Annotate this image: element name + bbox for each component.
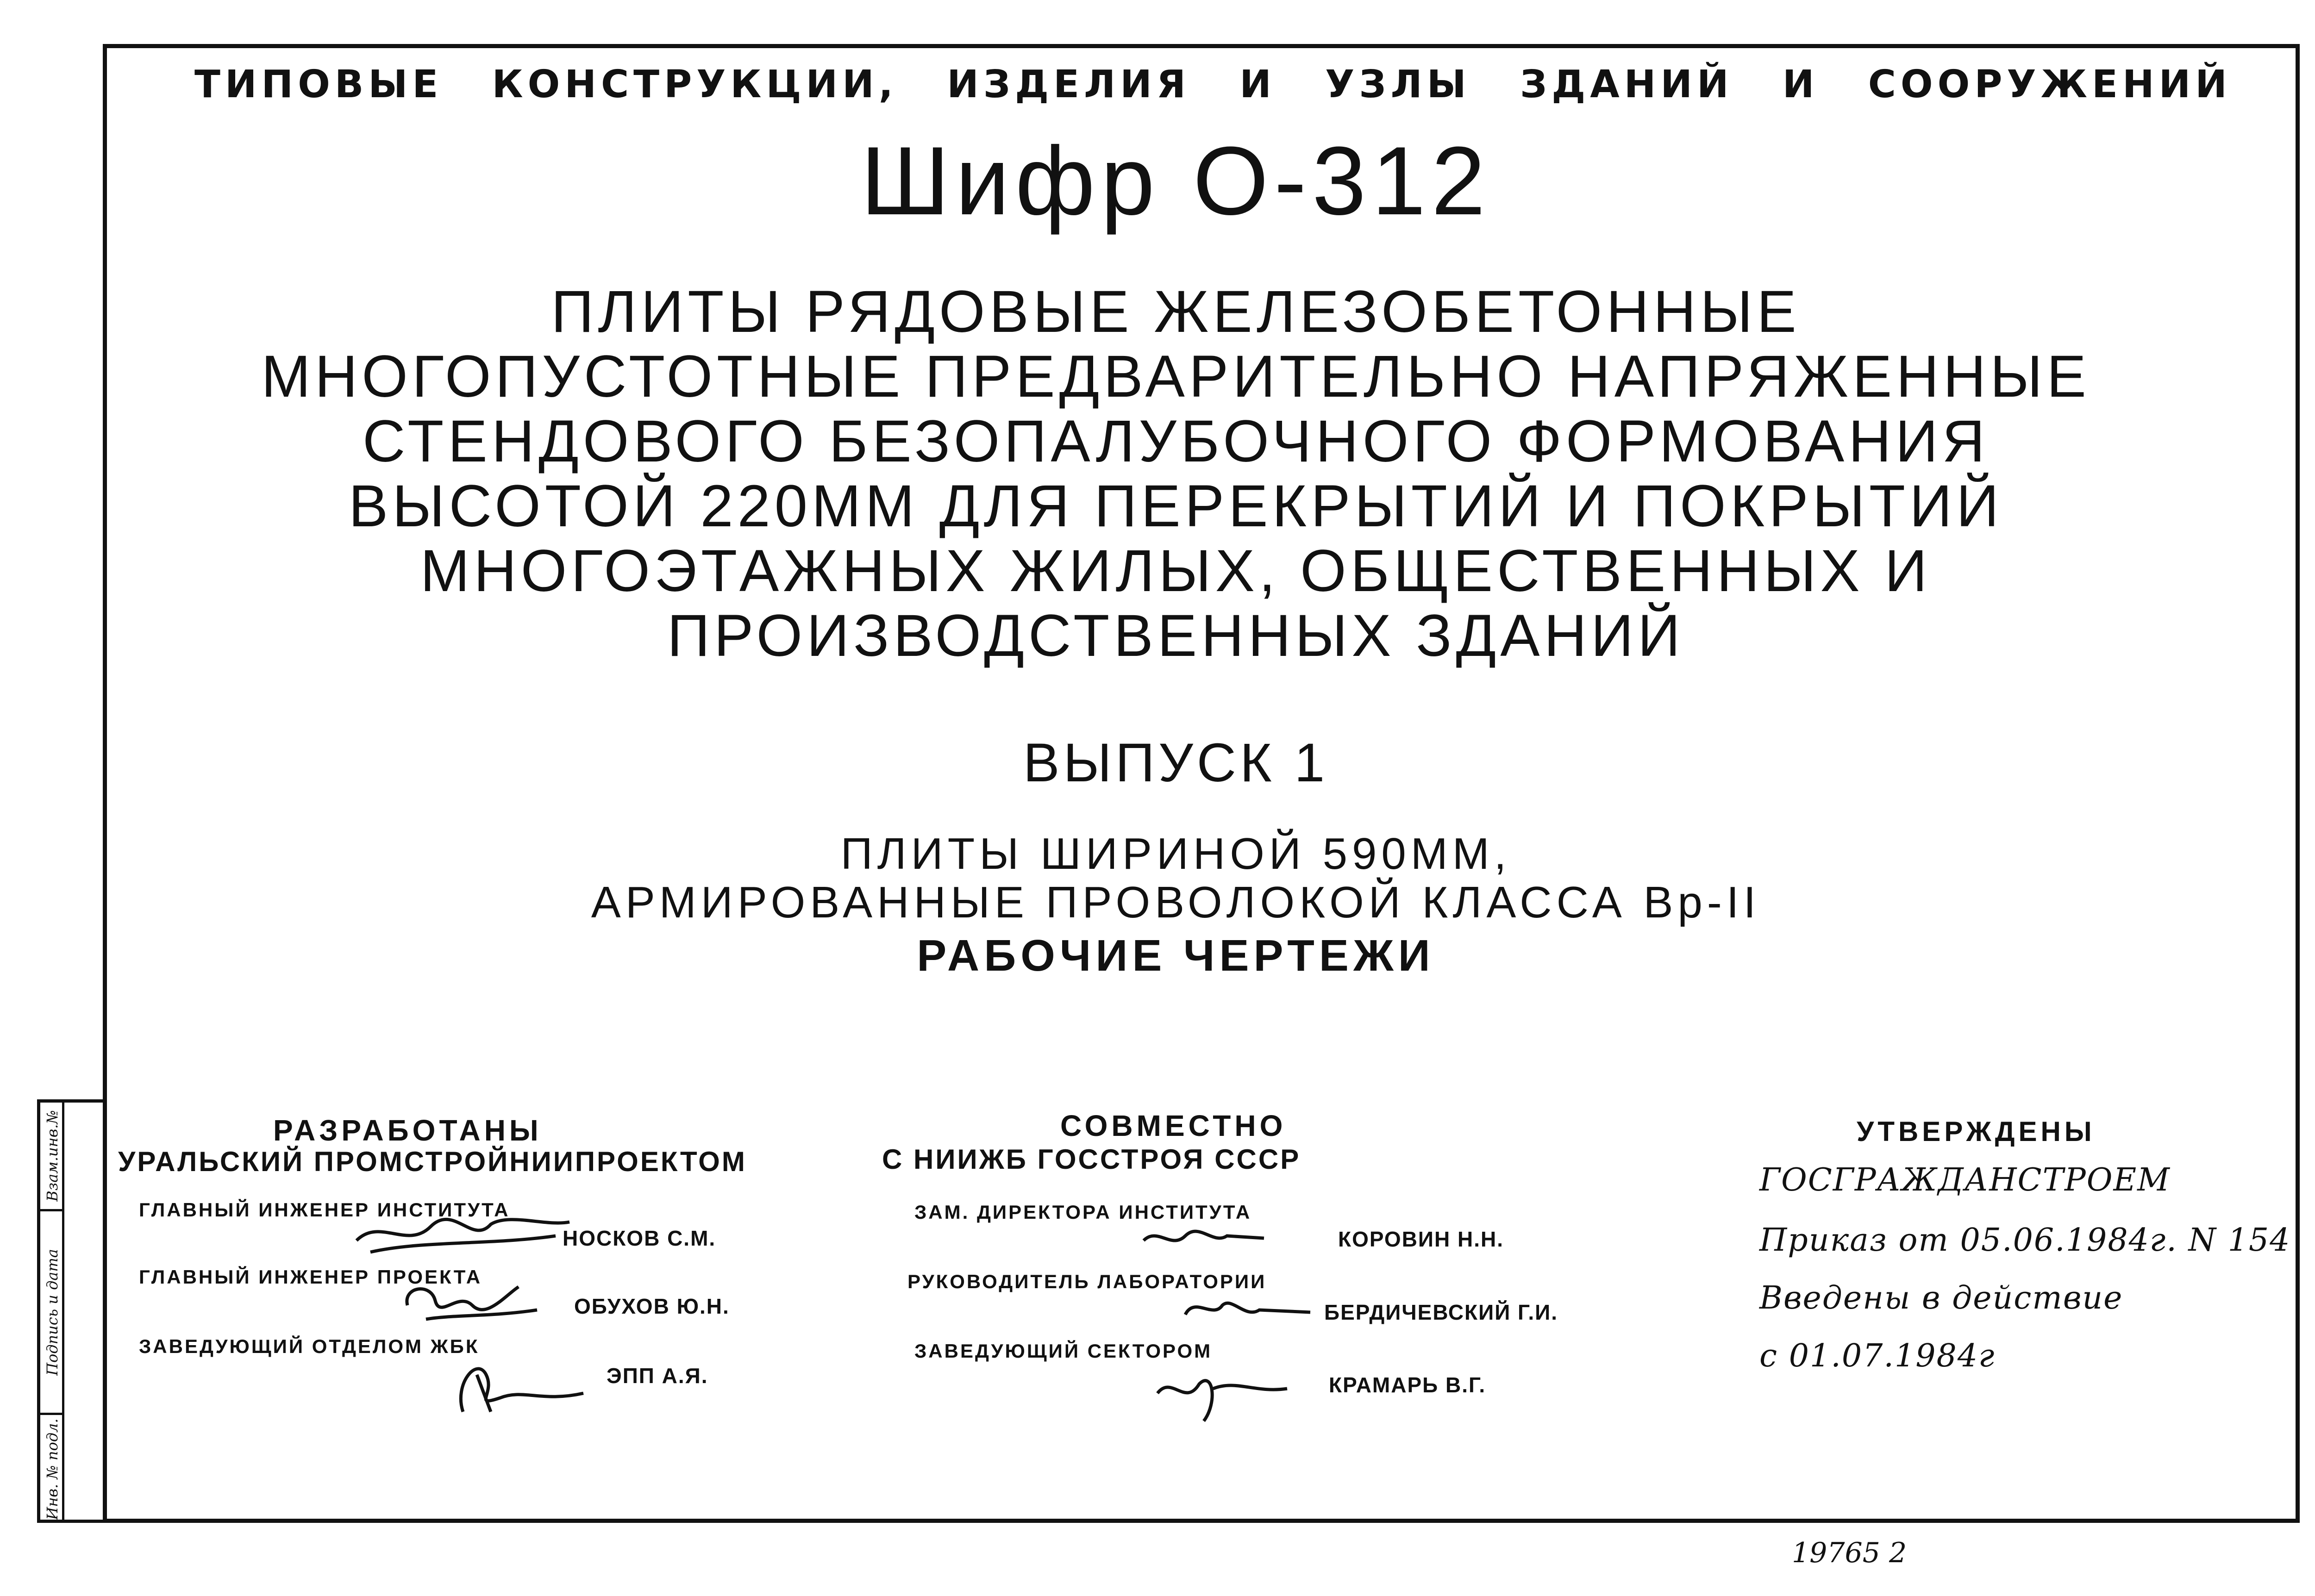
series-header — [194, 62, 2232, 106]
stamp-cell-inventory — [40, 1415, 64, 1523]
developed-name: НОСКОВ С.М. — [563, 1226, 716, 1250]
header-word: ИЗДЕЛИЯ — [947, 62, 1190, 106]
header-word: ЗДАНИЙ — [1520, 62, 1733, 106]
title-line: МНОГОЭТАЖНЫХ ЖИЛЫХ, ОБЩЕСТВЕННЫХ И — [420, 538, 1932, 604]
cipher-code: Шифр О-312 — [860, 126, 1491, 235]
subtitle-line: АРМИРОВАННЫЕ ПРОВОЛОКОЙ КЛАССА Вр-II — [591, 878, 1761, 927]
approved-line: Введены в действие — [1759, 1280, 2123, 1316]
subtitle-line: РАБОЧИЕ ЧЕРТЕЖИ — [917, 931, 1435, 980]
stamp-column — [37, 1099, 103, 1523]
header-word: ТИПОВЫЕ — [194, 62, 443, 106]
stamp-label-replace: Взам.инв.№ — [44, 1110, 61, 1202]
jointly-role: ЗАВЕДУЮЩИЙ СЕКТОРОМ — [914, 1340, 1213, 1362]
signature-noskov — [352, 1208, 574, 1259]
stamp-cell-replace — [40, 1103, 64, 1211]
signature-epp — [444, 1347, 593, 1421]
stamp-label-inventory: Инв. № подл. — [44, 1418, 61, 1520]
signature-korovin — [1139, 1222, 1278, 1254]
header-word: УЗЛЫ — [1325, 62, 1471, 106]
sheet-number: 19765 2 — [1792, 1537, 1907, 1569]
jointly-org: С НИИЖБ ГОССТРОЯ СССР — [882, 1144, 1301, 1175]
title-line: ВЫСОТОЙ 220ММ ДЛЯ ПЕРЕКРЫТИЙ И ПОКРЫТИЙ — [348, 473, 2003, 539]
title-line: МНОГОПУСТОТНЫЕ ПРЕДВАРИТЕЛЬНО НАПРЯЖЕННЫЕ — [261, 343, 2090, 410]
title-line: ПЛИТЫ РЯДОВЫЕ ЖЕЛЕЗОБЕТОННЫЕ — [551, 279, 1801, 345]
approved-line: с 01.07.1984г — [1759, 1338, 1996, 1374]
developed-name: ЭПП А.Я. — [607, 1364, 708, 1388]
subtitle-line: ПЛИТЫ ШИРИНОЙ 590ММ, — [840, 829, 1511, 879]
developed-role: ГЛАВНЫЙ ИНЖЕНЕР ПРОЕКТА — [139, 1266, 482, 1288]
stamp-cell-signature — [40, 1211, 64, 1415]
stamp-label-signature: Подпись и дата — [44, 1248, 61, 1376]
title-line: ПРОИЗВОДСТВЕННЫХ ЗДАНИЙ — [667, 603, 1685, 669]
jointly-name: КОРОВИН Н.Н. — [1338, 1227, 1504, 1251]
title-line: СТЕНДОВОГО БЕЗОПАЛУБОЧНОГО ФОРМОВАНИЯ — [362, 408, 1990, 474]
developed-org: УРАЛЬСКИЙ ПРОМСТРОЙНИИПРОЕКТОМ — [118, 1146, 747, 1177]
header-word: И — [1239, 62, 1276, 106]
jointly-heading: СОВМЕСТНО — [1060, 1109, 1287, 1142]
signature-berdichevsky — [1181, 1291, 1320, 1328]
issue-number: ВЫПУСК 1 — [1023, 732, 1329, 793]
approved-line: ГОСГРАЖДАНСТРОЕМ — [1759, 1162, 2171, 1198]
developed-heading: РАЗРАБОТАНЫ — [273, 1114, 542, 1147]
header-word: И — [1782, 62, 1819, 106]
header-word: СООРУЖЕНИЙ — [1868, 62, 2232, 106]
jointly-name: БЕРДИЧЕВСКИЙ Г.И. — [1324, 1300, 1558, 1324]
approved-line: Приказ от 05.06.1984г. N 154 — [1759, 1222, 2291, 1259]
jointly-name: КРАМАРЬ В.Г. — [1329, 1373, 1486, 1397]
signature-obukhov — [398, 1278, 551, 1328]
jointly-role: ЗАМ. ДИРЕКТОРА ИНСТИТУТА — [914, 1201, 1252, 1223]
developed-name: ОБУХОВ Ю.Н. — [574, 1294, 730, 1318]
signature-kramar — [1148, 1365, 1296, 1430]
jointly-role: РУКОВОДИТЕЛЬ ЛАБОРАТОРИИ — [907, 1271, 1267, 1292]
approved-heading: УТВЕРЖДЕНЫ — [1857, 1116, 2096, 1147]
header-word: КОНСТРУКЦИИ, — [492, 62, 898, 106]
developed-role: ЗАВЕДУЮЩИЙ ОТДЕЛОМ ЖБК — [139, 1335, 480, 1357]
developed-role: ГЛАВНЫЙ ИНЖЕНЕР ИНСТИТУТА — [139, 1199, 510, 1221]
